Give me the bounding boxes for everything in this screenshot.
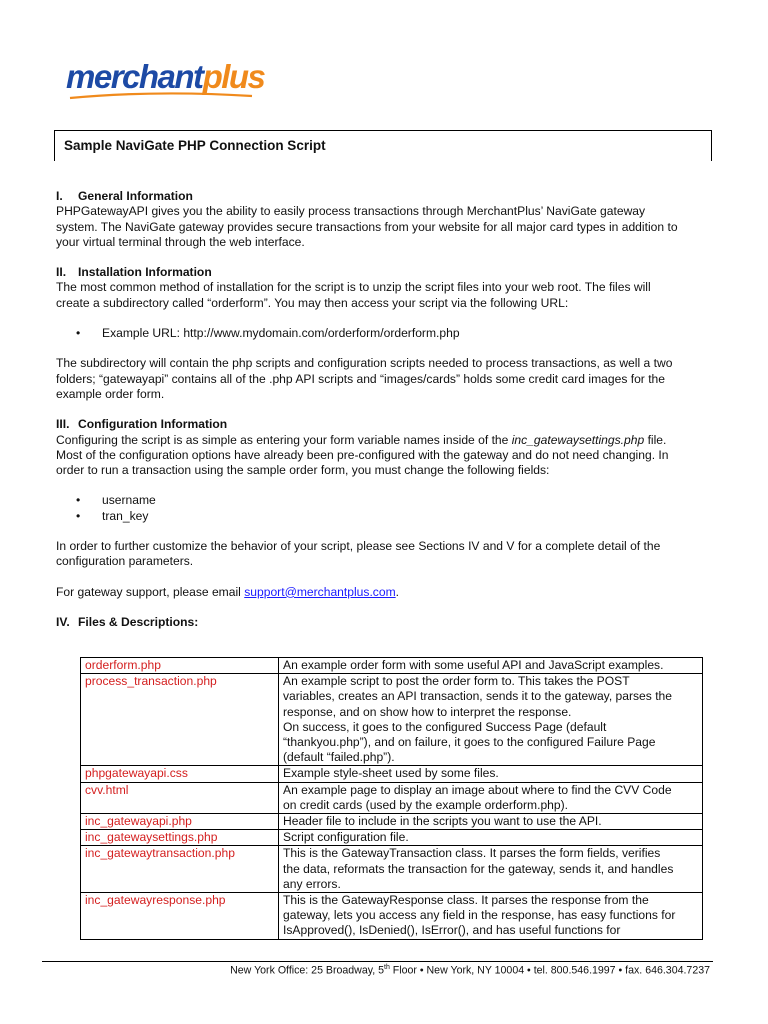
section-number: III.: [56, 417, 70, 432]
paragraph-line: configuration parameters.: [56, 554, 194, 569]
file-description-cell: [279, 658, 703, 674]
section-title: Configuration Information: [78, 417, 228, 432]
title-box: [54, 130, 712, 161]
file-description-cell: [279, 674, 703, 766]
description-line: (default “failed.php”).: [283, 750, 395, 765]
bullet-list: [56, 493, 706, 524]
section-number: IV.: [56, 614, 70, 629]
paragraph-line: create a subdirectory called “orderform”. You may then access your script via the following URL:: [56, 295, 569, 310]
description-line: On success, it goes to the configured Success Page (default: [283, 719, 607, 734]
paragraph-line: Most of the configuration options have already been pre-configured with the gateway and do not need changing. In: [56, 447, 669, 462]
description-line: response, and on show how to interpret the response.: [283, 704, 572, 719]
paragraph-line: [56, 433, 706, 448]
table-row: [81, 766, 703, 782]
files-table: [80, 657, 703, 940]
logo-text: merchantplus: [66, 58, 265, 95]
support-email-link[interactable]: support@merchantplus.com: [244, 584, 396, 599]
description-line: gateway, lets you access any field in the response, has easy functions for: [283, 908, 676, 923]
description-line: Script configuration file.: [283, 830, 409, 845]
text-run: For gateway support, please email: [56, 584, 245, 599]
file-description-cell: [279, 766, 703, 782]
description-line: on credit cards (used by the example orderform.php).: [283, 797, 569, 812]
support-line: [56, 585, 706, 600]
text-run: Configuring the script is as simple as entering your form variable names inside of the: [56, 432, 512, 447]
section-heading-installation: [56, 265, 706, 280]
file-description-cell: [279, 846, 703, 893]
description-line: An example page to display an image about where to find the CVV Code: [283, 782, 672, 797]
document-title: Sample NaviGate PHP Connection Script: [64, 138, 326, 153]
text-run: file.: [644, 432, 667, 447]
description-line: any errors.: [283, 876, 341, 891]
file-name-cell: inc_gatewayresponse.php: [81, 893, 279, 940]
merchantplus-logo: [66, 56, 265, 106]
section-heading-general: [56, 189, 706, 204]
paragraph-line: system. The NaviGate gateway provides secure transactions from your website for all major card types in addition to: [56, 219, 678, 234]
footer-contact: [230, 964, 710, 977]
text-run: .: [395, 584, 400, 599]
bullet-list: [56, 326, 706, 341]
section-heading-files: [56, 615, 706, 630]
file-description-cell: [279, 782, 703, 813]
section-title: Installation Information: [78, 265, 212, 280]
file-name-cell: orderform.php: [81, 658, 279, 674]
file-name-cell: process_transaction.php: [81, 674, 279, 766]
section-title: General Information: [78, 189, 193, 203]
footer-divider: [42, 961, 713, 962]
table-row: [81, 830, 703, 846]
file-description-cell: [279, 893, 703, 940]
table-row: [81, 782, 703, 813]
description-line: This is the GatewayResponse class. It parses the response from the: [283, 893, 649, 908]
file-name-cell: inc_gatewayapi.php: [81, 814, 279, 830]
description-line: the data, reformats the transaction for the gateway, sends it, and handles: [283, 861, 674, 876]
section-heading-configuration: [56, 417, 706, 432]
paragraph-line: The subdirectory will contain the php scripts and configuration scripts needed to process transactions, as well a two: [56, 356, 673, 371]
table-row: [81, 658, 703, 674]
paragraph-line: order to run a transaction using the sample order form, you must change the following fields:: [56, 463, 550, 478]
file-name-cell: cvv.html: [81, 782, 279, 813]
description-line: IsApproved(), IsDenied(), IsError(), and has useful functions for: [283, 923, 621, 938]
list-item: • Example URL: http://www.mydomain.com/orderform/orderform.php: [76, 326, 706, 341]
footer-text: New York Office: 25 Broadway, 5: [230, 964, 385, 977]
description-line: Header file to include in the scripts you want to use the API.: [283, 814, 602, 829]
file-name-cell: phpgatewayapi.css: [81, 766, 279, 782]
file-description-cell: [279, 830, 703, 846]
paragraph-line: your virtual terminal through the web interface.: [56, 234, 305, 249]
description-line: Example style-sheet used by some files.: [283, 766, 499, 781]
section-number: II.: [56, 265, 67, 280]
list-item: • username: [76, 493, 706, 508]
document-body: [56, 189, 706, 630]
description-line: variables, creates an API transaction, sends it to the gateway, parses the: [283, 689, 673, 704]
table-row: [81, 846, 703, 893]
description-line: This is the GatewayTransaction class. It parses the form fields, verifies: [283, 846, 661, 861]
table-row: [81, 893, 703, 940]
paragraph-line: PHPGatewayAPI gives you the ability to easily process transactions through MerchantPlus’ NaviGate gateway: [56, 204, 646, 219]
list-item: • tran_key: [76, 509, 706, 524]
description-line: An example order form with some useful API and JavaScript examples.: [283, 658, 664, 672]
paragraph-line: folders; “gatewayapi” contains all of the .php API scripts and “images/cards” holds some credit card images for the: [56, 371, 666, 386]
filename-emphasis: inc_gatewaysettings.php: [511, 432, 645, 447]
file-name-cell: inc_gatewaytransaction.php: [81, 846, 279, 893]
file-name-cell: inc_gatewaysettings.php: [81, 830, 279, 846]
footer-text: Floor • New York, NY 10004 • tel. 800.546.1997 • fax. 646.304.7237: [389, 964, 710, 977]
paragraph-line: The most common method of installation for the script is to unzip the script files into your web root. The files will: [56, 280, 651, 295]
paragraph-line: In order to further customize the behavior of your script, please see Sections IV and V for a complete detail of the: [56, 539, 661, 554]
description-line: An example script to post the order form to. This takes the POST: [283, 674, 630, 689]
footer-superscript: th: [384, 964, 390, 971]
table-row: [81, 814, 703, 830]
table-row: [81, 674, 703, 766]
section-title: Files & Descriptions:: [78, 614, 199, 629]
description-line: “thankyou.php”), and on failure, it goes to the configured Failure Page: [283, 735, 656, 750]
file-description-cell: [279, 814, 703, 830]
paragraph-line: example order form.: [56, 386, 165, 401]
section-number: I.: [56, 189, 63, 203]
